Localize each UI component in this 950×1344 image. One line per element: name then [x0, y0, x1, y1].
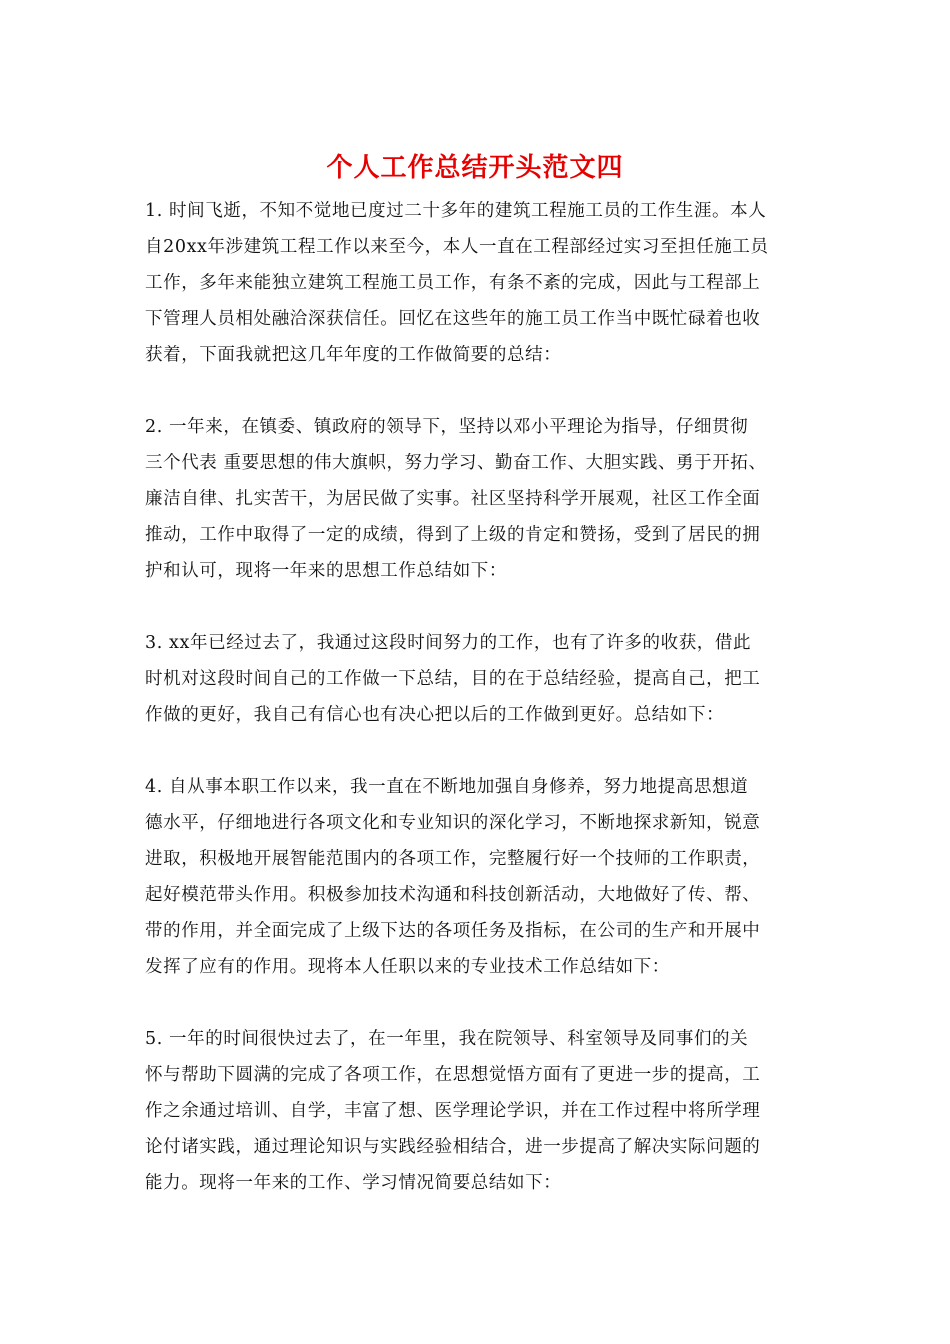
paragraph-line: 带的作用，并全面完成了上级下达的各项任务及指标，在公司的生产和开展中: [145, 921, 761, 941]
paragraph-line: 作之余通过培训、自学，丰富了想、医学理论学识，并在工作过程中将所学理: [145, 1101, 761, 1121]
paragraph-line: 起好模范带头作用。积极参加技术沟通和科技创新活动，大地做好了传、帮、: [145, 885, 761, 905]
paragraph-line: 三个代表 重要思想的伟大旗帜，努力学习、勤奋工作、大胆实践、勇于开拓、: [145, 453, 767, 473]
paragraph-4: [145, 769, 805, 985]
paragraph-line: 推动，工作中取得了一定的成绩，得到了上级的肯定和赞扬，受到了居民的拥: [145, 525, 761, 545]
paragraph-line: 2. 一年来，在镇委、镇政府的领导下，坚持以邓小平理论为指导，仔细贯彻: [145, 417, 749, 437]
paragraph-line: 德水平，仔细地进行各项文化和专业知识的深化学习，不断地探求新知，锐意: [145, 813, 761, 833]
paragraph-3: [145, 625, 805, 733]
paragraph-line: 护和认可，现将一年来的思想工作总结如下：: [145, 561, 507, 581]
paragraph-line: 工作，多年来能独立建筑工程施工员工作，有条不紊的完成，因此与工程部上: [145, 273, 761, 293]
paragraph-2: [145, 409, 805, 589]
paragraph-line: 时机对这段时间自己的工作做一下总结，目的在于总结经验，提高自己，把工: [145, 669, 761, 689]
paragraph-line: 怀与帮助下圆满的完成了各项工作，在思想觉悟方面有了更进一步的提高，工: [145, 1065, 761, 1085]
paragraph-line: 自20xx年涉建筑工程工作以来至今，本人一直在工程部经过实习至担任施工员: [145, 237, 769, 257]
paragraph-line: 能力。现将一年来的工作、学习情况简要总结如下：: [145, 1173, 562, 1193]
paragraph-line: 3. xx年已经过去了，我通过这段时间努力的工作，也有了许多的收获，借此: [145, 633, 752, 653]
document-title: 个人工作总结开头范文四: [326, 153, 624, 183]
paragraph-line: 发挥了应有的作用。现将本人任职以来的专业技术工作总结如下：: [145, 957, 670, 977]
paragraph-line: 进取，积极地开展智能范围内的各项工作，完整履行好一个技师的工作职责，: [145, 849, 761, 869]
paragraph-line: 廉洁自律、扎实苦干，为居民做了实事。社区坚持科学开展观，社区工作全面: [145, 489, 761, 509]
paragraph-line: 作做的更好，我自己有信心也有决心把以后的工作做到更好。总结如下：: [145, 705, 725, 725]
paragraph-1: [145, 193, 805, 373]
paragraph-line: 论付诸实践，通过理论知识与实践经验相结合，进一步提高了解决实际问题的: [145, 1137, 761, 1157]
paragraph-5: [145, 1021, 805, 1201]
paragraph-line: 1. 时间飞逝，不知不觉地已度过二十多年的建筑工程施工员的工作生涯。本人: [145, 201, 767, 221]
paragraph-line: 获着，下面我就把这几年年度的工作做简要的总结：: [145, 345, 562, 365]
paragraph-line: 5. 一年的时间很快过去了，在一年里，我在院领导、科室领导及同事们的关: [145, 1029, 749, 1049]
document-body: [145, 193, 805, 1237]
paragraph-line: 下管理人员相处融洽深获信任。回忆在这些年的施工员工作当中既忙碌着也收: [145, 309, 761, 329]
paragraph-line: 4. 自从事本职工作以来，我一直在不断地加强自身修养，努力地提高思想道: [145, 777, 749, 797]
